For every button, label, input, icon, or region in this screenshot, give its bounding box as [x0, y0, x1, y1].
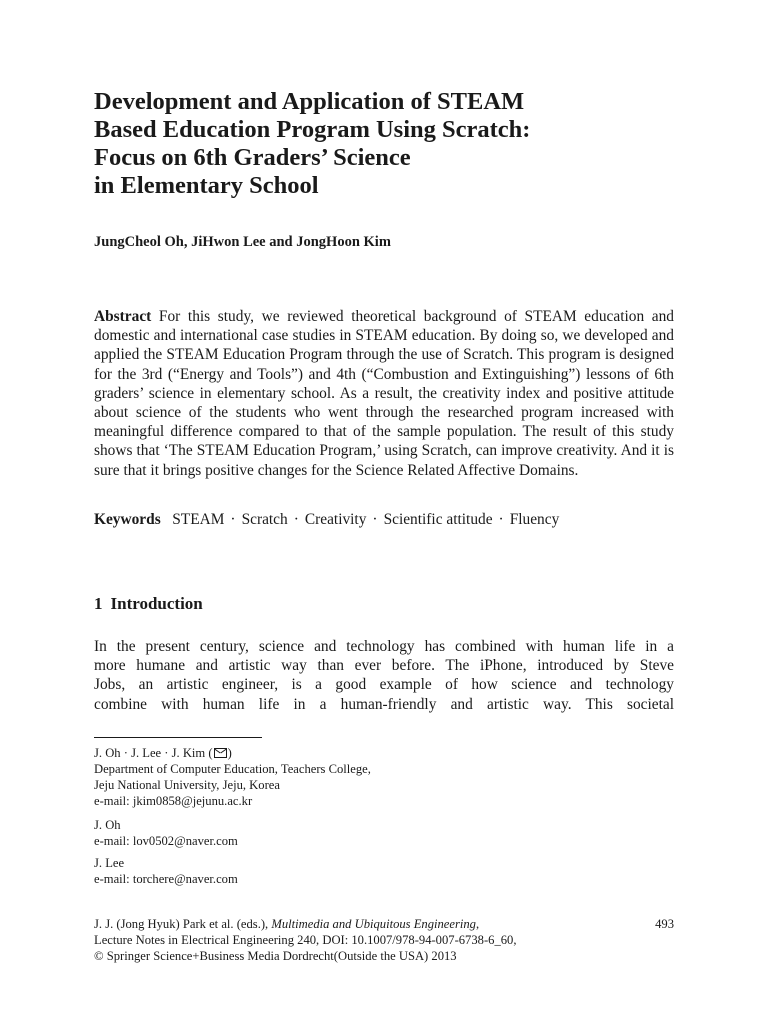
footnote-authors-close: ) — [227, 746, 232, 760]
email-oh: e-mail: lov0502@naver.com — [94, 834, 238, 848]
keyword-separator: · — [498, 511, 504, 528]
title-line: Focus on 6th Graders’ Science — [94, 144, 411, 171]
paragraph-line: In the present century, science and technology has combined with human life in a — [94, 638, 674, 655]
affiliation-line: Department of Computer Education, Teachers College, — [94, 762, 371, 776]
keywords-label: Keywords — [94, 511, 161, 528]
title-line: Based Education Program Using Scratch: — [94, 116, 531, 143]
keyword: Scratch — [241, 511, 288, 528]
keyword: Creativity — [304, 511, 367, 528]
email-kim: e-mail: jkim0858@jejunu.ac.kr — [94, 794, 253, 808]
paragraph-line: more humane and artistic way than ever before. The iPhone, introduced by Steve — [94, 657, 674, 675]
citation-line — [94, 916, 674, 932]
author-list: JungCheol Oh, JiHwon Lee and JongHoon Kim — [94, 234, 391, 250]
title-line: Development and Application of STEAM — [94, 88, 525, 115]
footnote-divider — [94, 737, 262, 738]
envelope-icon — [214, 748, 227, 758]
section-title: Introduction — [110, 594, 203, 613]
keyword: Scientific attitude — [383, 511, 493, 528]
footnote-oh — [94, 817, 674, 849]
page-number: 493 — [655, 917, 674, 931]
paragraph-line: combine with human life in a human-friendly and artistic way. This societal — [94, 695, 674, 713]
author-name: J. Lee — [94, 856, 125, 870]
abstract-label: Abstract — [94, 308, 152, 325]
abstract-text: For this study, we reviewed theoretical background of STEAM education and domestic and international case studies in STEAM education. By doing so, we developed and applied the STEAM Education Program through the use of Scratch. This program is designed for the 3rd (“Energy and Tools”) and 4th (“Combustion and Extinguishing”) lessons of 6th graders’ science in elementary school. As a result, the creativity index and positive attitude about science of the students who went through the researched program increased with meaningful difference compared to that of the sample population. The result of this study shows that ‘The STEAM Education Program,’ using Scratch, can improve creativity. And it is sure that it brings positive changes for the Science Related Affective Domains. — [94, 308, 674, 479]
keywords — [94, 511, 674, 529]
citation-footer — [94, 916, 674, 965]
citation-punct: , — [475, 917, 480, 931]
keyword: STEAM — [172, 511, 225, 528]
abstract — [94, 307, 674, 480]
title-line: in Elementary School — [94, 172, 319, 199]
paper-title — [94, 88, 674, 200]
citation-line: Lecture Notes in Electrical Engineering 240, DOI: 10.1007/978-94-007-6738-6_60, — [94, 933, 517, 948]
book-title: Multimedia and Ubiquitous Engineering — [271, 917, 476, 931]
introduction-paragraph — [94, 637, 674, 714]
email-lee: e-mail: torchere@naver.com — [94, 872, 238, 886]
citation-editors: J. J. (Jong Hyuk) Park et al. (eds.), — [94, 917, 272, 931]
footnote-authors: J. Oh · J. Lee · J. Kim ( — [94, 746, 213, 760]
section-heading — [94, 594, 674, 614]
footnote-authors-line — [94, 745, 674, 761]
author-name: J. Oh — [94, 818, 121, 832]
keyword: Fluency — [509, 511, 560, 528]
copyright-line: © Springer Science+Business Media Dordrecht(Outside the USA) 2013 — [94, 949, 457, 964]
affiliation-line: Jeju National University, Jeju, Korea — [94, 778, 280, 792]
keyword-separator: · — [293, 511, 299, 528]
section-number: 1 — [94, 594, 103, 613]
footnote-affiliation — [94, 745, 674, 809]
keyword-separator: · — [372, 511, 378, 528]
paragraph-line: Jobs, an artistic engineer, is a good example of how science and technology — [94, 676, 674, 694]
footnote-lee — [94, 855, 674, 887]
keyword-separator: · — [230, 511, 236, 528]
